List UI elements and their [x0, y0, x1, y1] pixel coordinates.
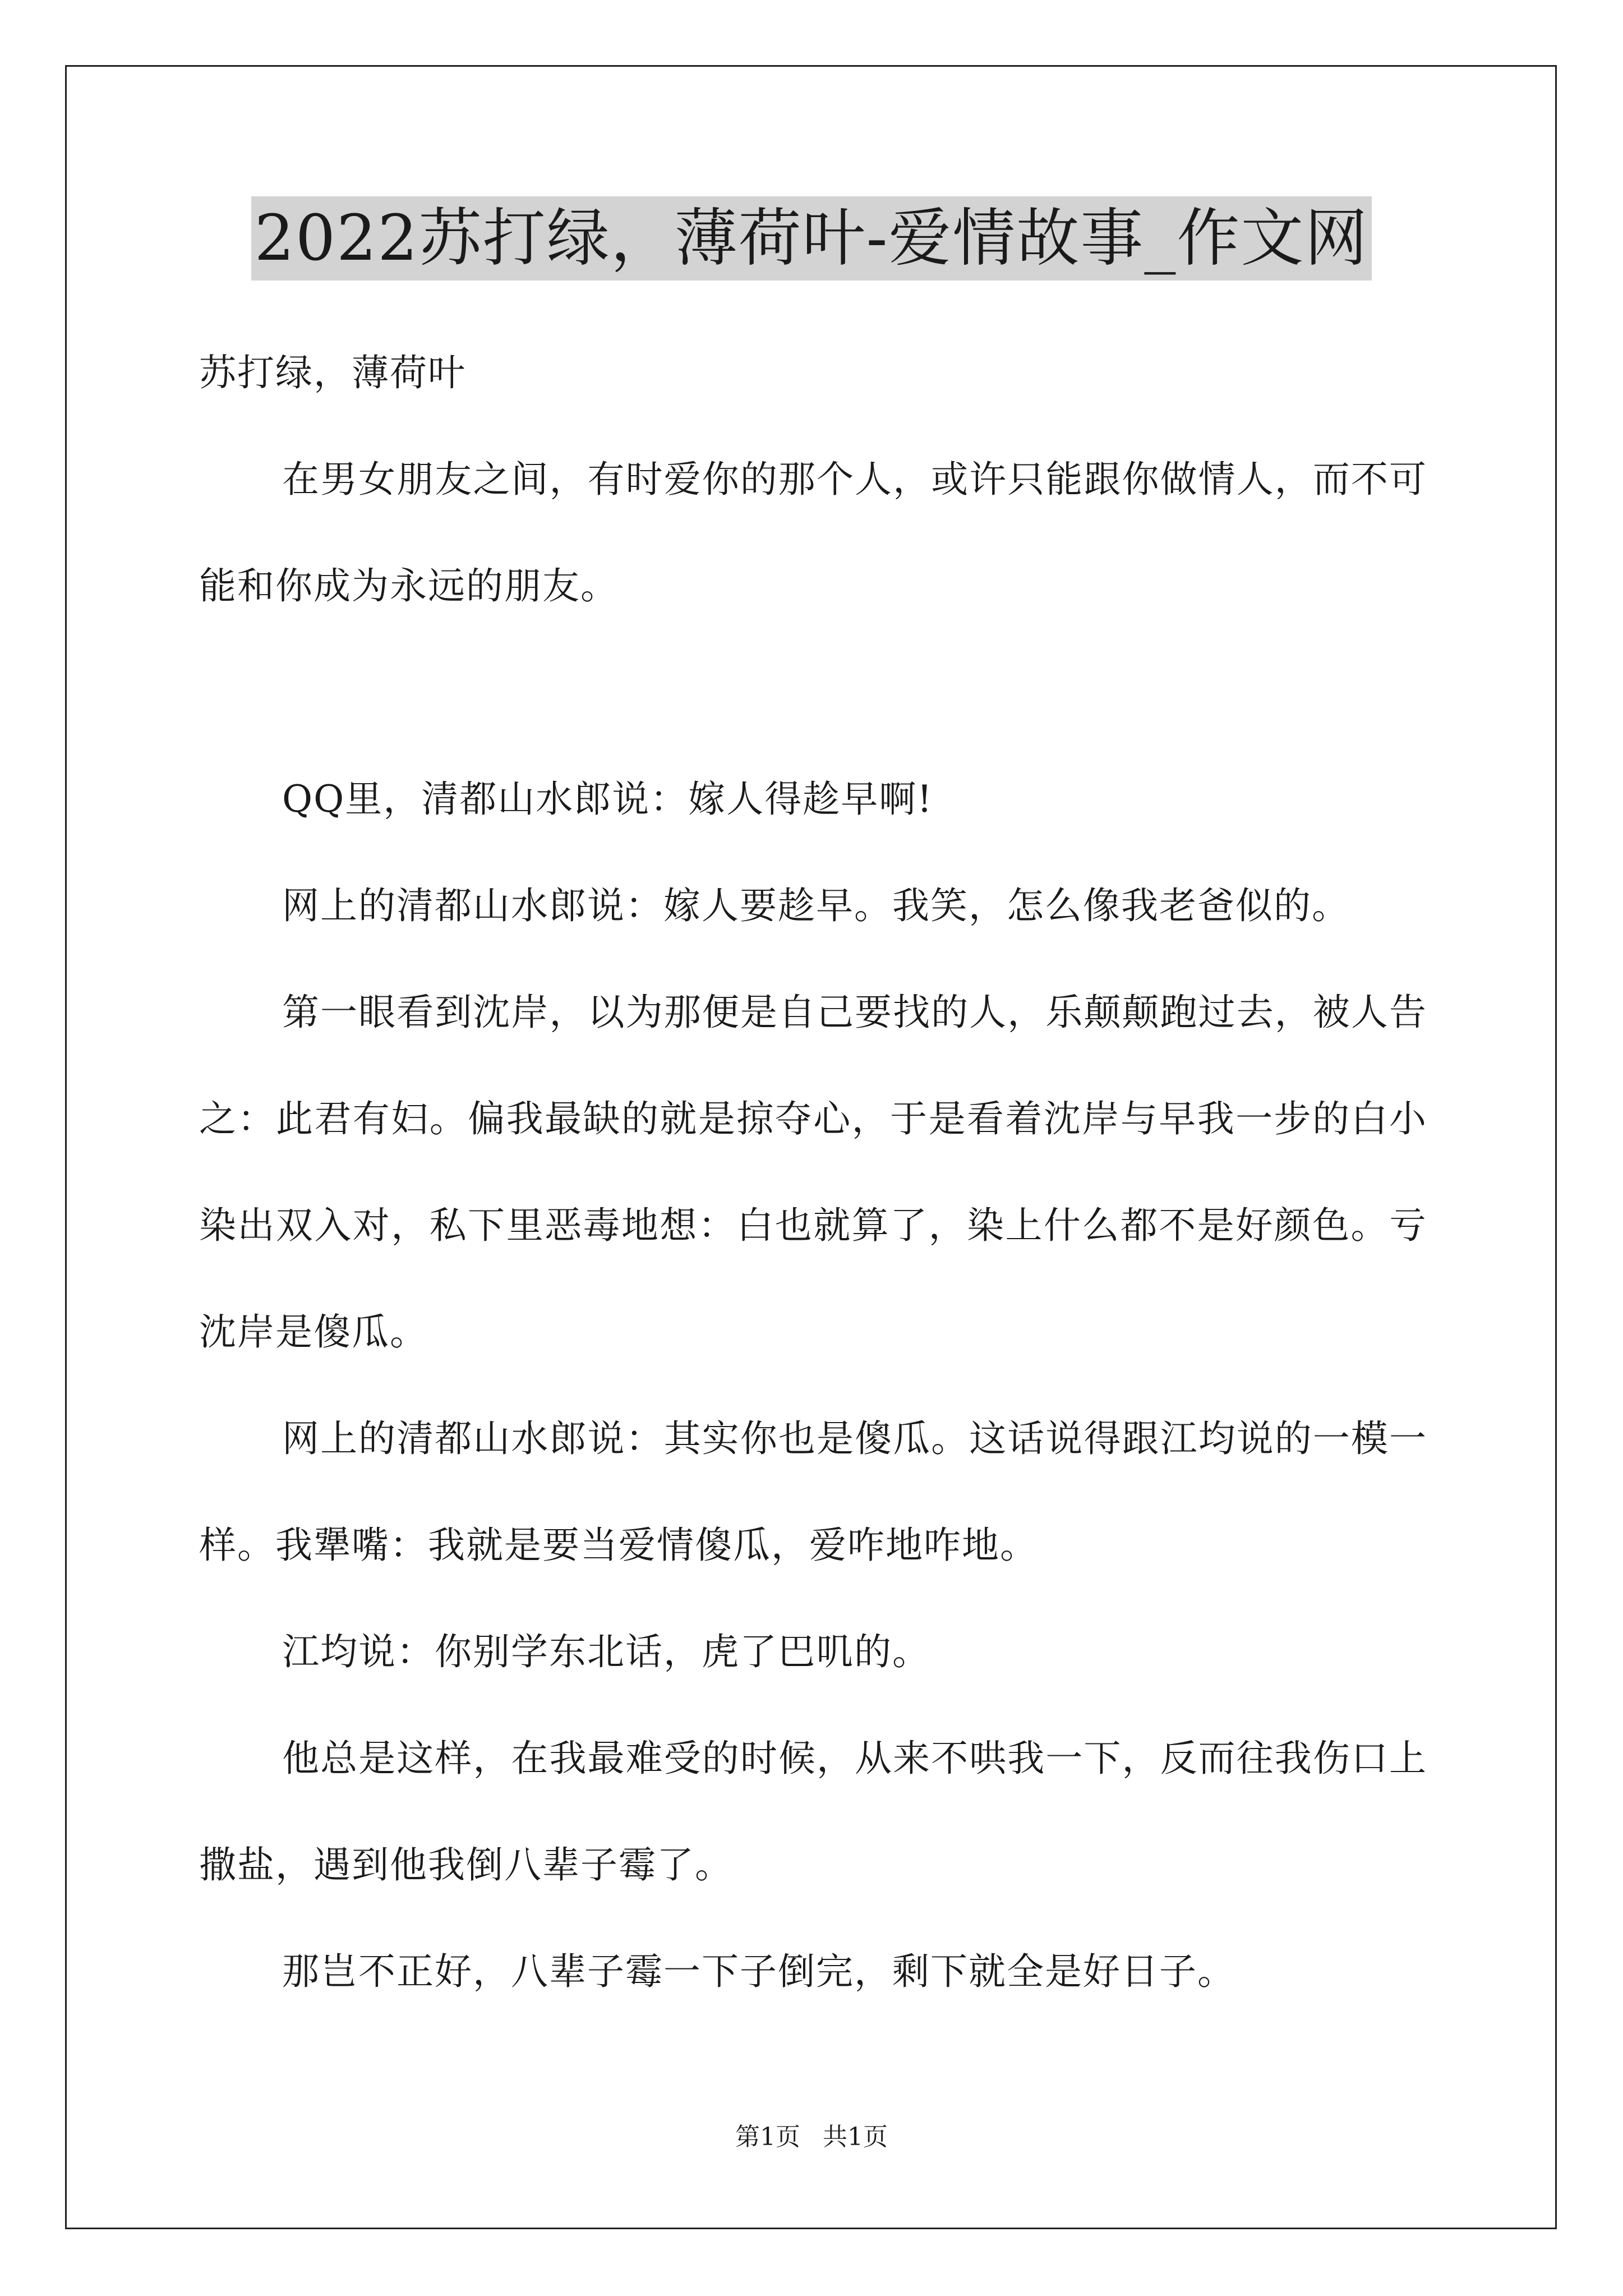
paragraph-5: 网上的清都山水郎说：其实你也是傻瓜。这话说得跟江均说的一模一样。我犟嘴：我就是要当爱情傻瓜，爱咋地咋地。 [199, 1417, 1427, 1567]
paragraph-1: 在男女朋友之间，有时爱你的那个人，或许只能跟你做情人，而不可能和你成为永远的朋友。 [199, 458, 1427, 608]
document-body [199, 320, 1427, 2025]
paragraph-8: 那岂不正好，八辈子霉一下子倒完，剩下就全是好日子。 [282, 1950, 1235, 1993]
page-number-total: 共1页 [823, 2123, 888, 2151]
paragraph-4: 第一眼看到沈岸，以为那便是自己要找的人，乐颠颠跑过去，被人告之：此君有妇。偏我最缺的就是掠夺心，于是看着沈岸与早我一步的白小染出双入对，私下里恶毒地想：白也就算了，染上什么都不是好颜色。亏沈岸是傻瓜。 [199, 991, 1427, 1354]
paragraph-3: 网上的清都山水郎说：嫁人要趁早。我笑，怎么像我老爸似的。 [282, 884, 1350, 927]
paragraph-2: QQ里，清都山水郎说：嫁人得趁早啊! [282, 777, 933, 821]
page-number-current: 第1页 [735, 2123, 800, 2151]
document-title: 2022苏打绿，薄荷叶-爱情故事_作文网 [251, 196, 1372, 280]
paragraph-7: 他总是这样，在我最难受的时候，从来不哄我一下，反而往我伤口上撒盐，遇到他我倒八辈子霉了。 [199, 1737, 1427, 1887]
paragraph-6: 江均说：你别学东北话，虎了巴叽的。 [282, 1630, 930, 1673]
title-container [0, 196, 1623, 280]
document-subtitle: 苏打绿，薄荷叶 [199, 351, 466, 394]
page-footer [0, 2120, 1623, 2154]
